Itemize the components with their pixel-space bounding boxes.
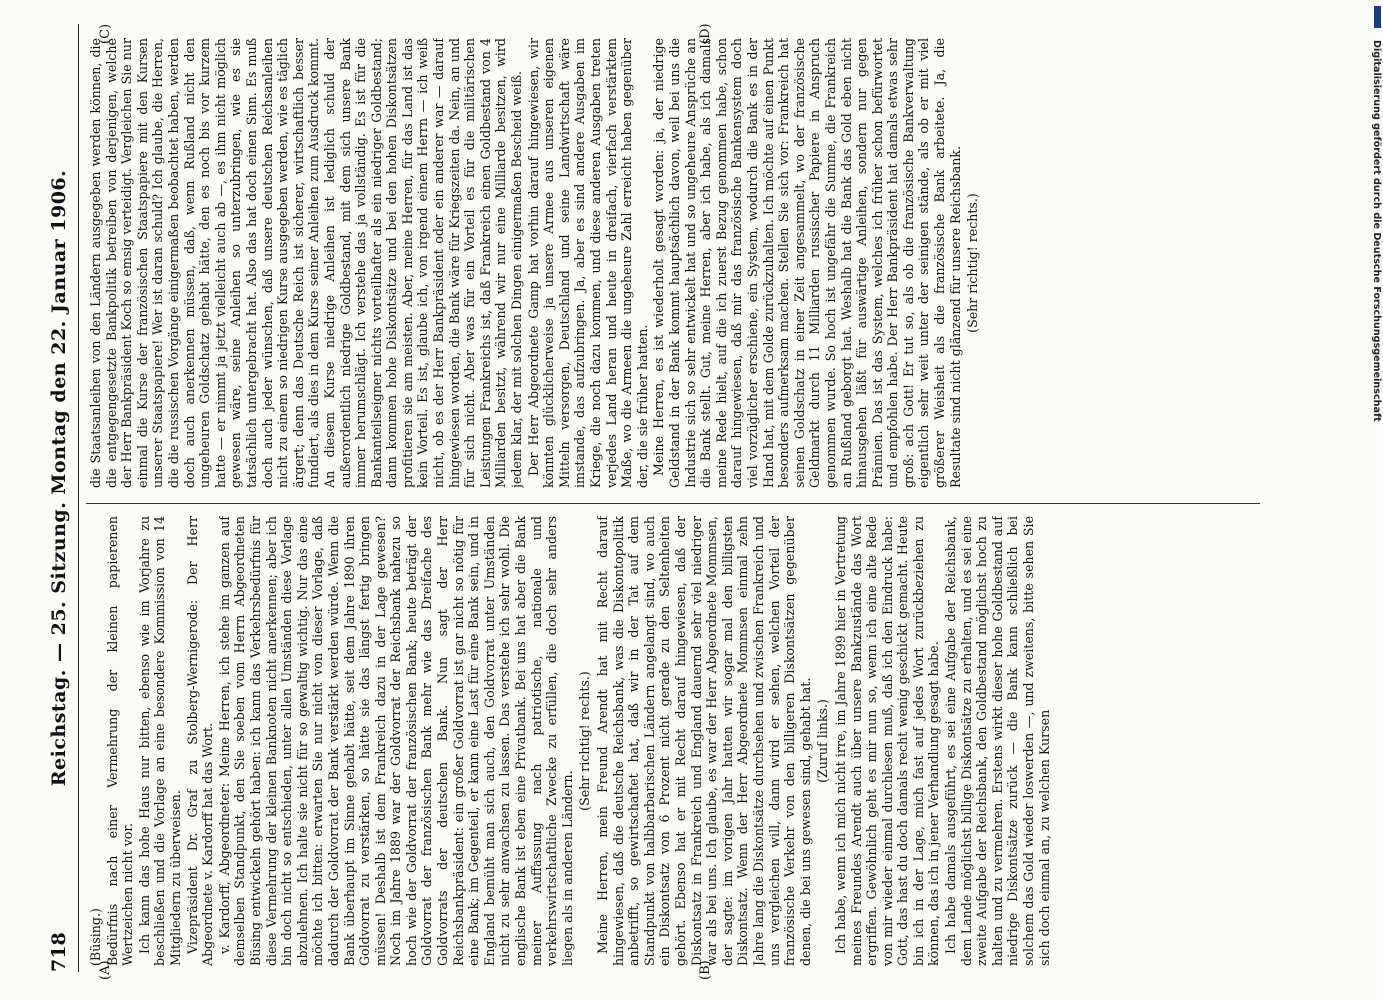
dfg-logo [1374,6,1381,28]
paragraph: (Sehr richtig! rechts.) [577,671,593,811]
page-header [44,24,79,972]
margin-marker-a: (A) [98,960,113,980]
paragraph: Ich habe, wenn ich mich nicht irre, im Jahre 1899 hier in Vertretung meines Freundes Arendt auch über unsere Bankzustände das Wort ergriffen. Gewöhnlich geht es mir nun so, wenn ich eine alte Rede von mir wieder einmal durchlesen muß, daß ich den Eindruck habe: Gott, das hast du doch damals recht wenig geschickt gemacht. Heute bin ich in der Lage, mich fast auf jedes Wort zurückbeziehen zu können, das ich in jener Verhandlung gesagt habe. [832,516,942,966]
paragraph: Vizepräsident Dr. Graf zu Stolberg-Wernigerode: Der Herr Abgeordnete v. Kardorff hat das Wort. [184,516,216,966]
digitization-credit [1370,40,1383,1000]
column-divider [86,503,1260,504]
paragraph: v. Kardorff, Abgeordneter: Meine Herren, ich stehe im ganzen auf demselben Standpunkt, den Sie soeben vom Herrn Abgeordneten Büsing entwickeln gehört haben: ich kann das Verkehrsbedürfnis für diese Vermehrung der kleinen Banknoten nicht anerkennen; aber ich bin doch nicht so entschieden, unter allen Umständen diese Vorlage abzulehnen. Ich halte sie nicht für so gewaltig wichtig. Nur das eine möchte ich bitten: erwarten Sie nur nicht von dieser Vorlage, daß dadurch der Goldvorrat der Bank verstärkt werden würde. Wenn die Bank überhaupt im Sinne gehabt hätte, seit dem Jahre 1890 ihren Goldvorrat zu verstärken, so hätte sie das längst fertig bringen müssen! Deshalb ist dem Frankreich dazu in der Lage gewesen? Noch im Jahre 1889 war der Goldvorrat der Reichsbank nahezu so hoch wie der Goldvorrat der französischen Bank; heute beträgt der Goldvorrat der französischen Bank mehr wie das Dreifache des Goldvorrats der deutschen Bank. Nun sagt der Herr Reichsbankpräsident: ein großer Goldvorrat ist gar nicht so nötig für eine Bank; im Gegenteil, er kann eine Last für eine Bank sein, und in England bemüht man sich auch, den Goldvorrat unter Umständen nicht zu sehr anwachsen zu lassen. Das verstehe ich sehr wohl. Die englische Bank ist eben eine Privatbank. Bei uns hat aber die Bank meiner Auffassung nach patriotische, nationale und verkehrswirtschaftliche Zwecke zu erfüllen, die doch sehr anders liegen als in anderen Ländern. [216,516,575,966]
margin-marker-b: (B) [698,960,713,980]
paragraph: Ich kann das hohe Haus nur bitten, ebenso wie im Vorjahre zu beschließen und die Vorlage an eine besondere Kommission von 14 Mitgliedern zu überweisen. [136,516,183,966]
paragraph: (Büsing.) [88,908,103,966]
paragraph: Der Herr Abgeordnete Gamp hat vorhin darauf hingewiesen, wir könnten glücklicherweise ja unsere Armee aus unseren eigenen Mitteln versorgen, Deutschland und seine Landwirtschaft wäre imstande, das aufzubringen. Ja, aber es sind andere Ausgaben im Kriege, die noch dazu kommen, und diese anderen Ausgaben treten verjedes Land heran und heute in dreifach, vierfach verstärktem Maße, wo die Armeen die ungeheure Zahl erreicht haben gegenüber der, die sie früher hatten. [525,38,650,488]
document-page [38,18,1278,978]
paragraph: die Staatsanleihen von den Ländern ausgegeben werden können, die die entgegengesetzte Bankpolitik betreiben von derjenigen, welche der Herr Bankpräsident Koch so emsig verteidigt. Vergleichen Sie nur einmal die Kurse der französischen Staatspapiere mit den Kursen unserer Staatspapiere! Wer ist daran schuld? Ich glaube, die Herren, die die russischen Vorgänge einigermaßen beobachtet haben, werden doch auch anerkennen müssen, daß, wenn Rußland nicht den ungeheuren Goldschatz gehabt hätte, den es noch bis vor kurzem hatte — er nimmt ja jetzt vielleicht auch ab —, es ihm nicht möglich gewesen wäre, seine Anleihen so unterzubringen, wie es sie tatsächlich untergebracht hat. Also das hat doch einen Sinn. Es muß doch auch jeder wünschen, daß unsere deutschen Reichsanleihen nicht zu einem so niedrigen Kurse ausgegeben werden, wie es täglich ärgert; denn das Deutsche Reich ist sicherer, wirtschaftlich besser fundiert, als dies in dem Kurse seiner Anleihen zum Ausdruck kommt. An diesem Kurse niedrige Anleihen ist lediglich schuld der außerordentlich niedrige Goldbestand, mit dem sich unsere Bank immer herumschlägt. Ich verstehe das ja vollständig. Es ist für die Bankanteilseigner nichts vorteilhafter als ein niedriger Goldbestand; dann kommen hohe Diskontsätze und bei den hohen Diskontsätzen profitieren sie am meisten. Aber, meine Herren, für das Land ist das kein Vorteil. Es ist, glaube ich, von irgend einem Herrn — ich weiß nicht, ob es der Herr Bankpräsident oder ein anderer war — darauf hingewiesen worden, die Bank wäre für Kriegszeiten da. Nein, an und für sich nicht. Aber was für ein Vorteil es für die militärischen Leistungen Frankreichs ist, daß Frankreich einen Goldbestand von 4 Milliarden besitzt, während wir nur eine Milliarde besitzen, wird jedem klar, der mit solchen Dingen einigermaßen Bescheid weiß. [88,38,525,488]
paragraph: Meine Herren, mein Freund Arendt hat mit Recht darauf hingewiesen, daß die deutsche Reichsbank, was die Diskontopolitik anbetrifft, so gewirtschaftet hat, daß wir in der Tat auf dem Standpunkt von halbbarbarischen Ländern angelangt sind, wo auch ein Diskontsatz von 6 Prozent nicht gerade zu den Seltenheiten gehört. Ebenso hat er mit Recht darauf hingewiesen, daß der Diskontsatz in Frankreich und England dauernd sehr viel niedriger war als bei uns. Ich glaube, es war der Herr Abgeordnete Mommsen, der sagte: im vorigen Jahr hatten wir sogar mal den billigsten Diskontsatz. Wenn der Herr Abgeordnete Mommsen einmal zehn Jahre lang die Diskontsätze durchsehen und zwischen Frankreich und uns vergleichen will, dann wird er sehen, welchen Vorteil der französische Verkehr von den billigeren Diskontsätzen gegenüber denen, die bei uns gewesen sind, gehabt hat. [595,516,813,966]
page-number: 718 [48,932,70,972]
digitization-credit-text: Digitalisierung gefördert durch die Deutsche Forschungsgemeinschaft [1371,40,1382,422]
running-title: Reichstag. — 25. Sitzung. Montag den 22. Januar 1906. [48,169,70,787]
paragraph: Bedürfnis nach einer Vermehrung der kleinen papierenen Wertzeichen nicht vor. [104,516,136,966]
margin-marker-c: (C) [98,23,113,44]
paragraph: Ich habe damals ausgeführt, es sei eine Aufgabe der Reichsbank, dem Lande möglichst billige Diskontsätze zu erhalten, und es sei eine zweite Aufgabe der Reichsbank, den Goldbestand möglichst hoch zu halten und zu vermehren. Erstens wirkt dieser hohe Goldbestand auf niedrige Diskontsätze zurück — die Bank kann schließlich bei solchem das Gold wieder loswerden —, und zweitens, bitte sehen Sie sich doch einmal an, zu welchen Kursen [943,516,1052,966]
left-text-column [88,516,1258,966]
margin-marker-d: (D) [698,23,713,44]
paragraph: Meine Herren, es ist wiederholt gesagt worden: ja, der niedrige Geldstand in der Bank kommt hauptsächlich davon, weil bei uns die Industrie sich so sehr entwickelt hat und so ungeheure Ansprüche an die Bank stellt. Gut, meine Herren, aber ich habe, als ich damals meine Rede hielt, auf die ich zuerst Bezug genommen habe, schon darauf hingewiesen, daß mir das französische Bankensystem doch viel vorzüglicher erschiene, ein System, wodurch die Bank es in der Hand hat, mit dem Golde zurückzuhalten. Ich möchte auf einen Punkt besonders aufmerksam machen. Stellen Sie sich vor: Frankreich hat seinen Goldschatz in einer Zeit angesammelt, wo der französische Geldmarkt durch 11 Milliarden russischer Papiere in Anspruch genommen wurde. So hoch ist ungefähr die Summe, die Frankreich an Rußland geborgt hat. Weshalb hat die Bank das Gold eben nicht hinausgehen läßt für auswärtige Anleihen, sondern nur gegen Prämien. Das ist das System, welches ich früher schon befürwortet und empfohlen habe. Der Herr Bankpräsident hat damals etwas sehr groß: ach Gott! Er tut so, als ob die französische Bankverwaltung eigentlich sehr weit unter der seinigen stände, als ob er mit viel größerer Weisheit als die französische Bank arbeitete. Ja, die Resultate sind nicht glänzend für unsere Reichsbank. [651,38,963,488]
paragraph: (Sehr richtig! rechts.) [965,193,981,333]
paragraph: (Zuruf links.) [815,699,831,783]
right-text-column [88,38,1258,488]
